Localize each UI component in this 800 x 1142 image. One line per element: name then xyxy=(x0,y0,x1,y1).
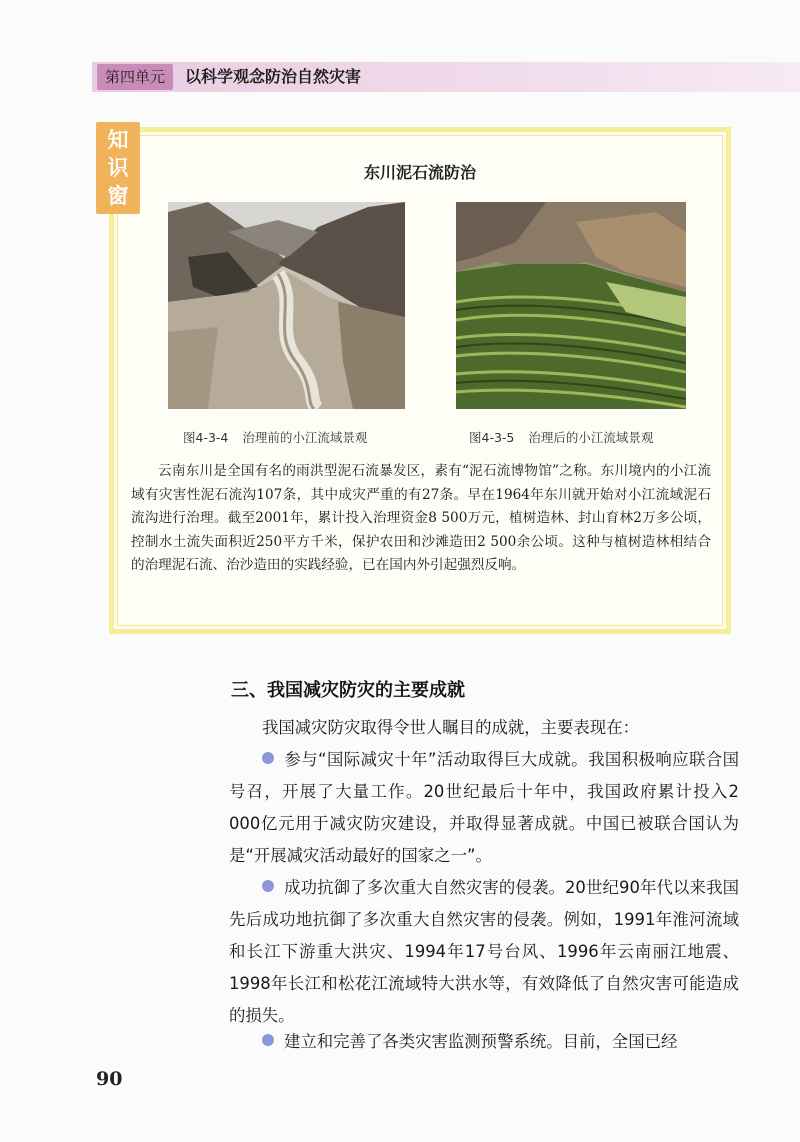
badge-char-2: 识 xyxy=(107,156,129,180)
figure-caption-after xyxy=(469,428,653,446)
achievement-text: 建立和完善了各类灾害监测预警系统。目前，全国已经 xyxy=(284,1032,678,1051)
achievement-item xyxy=(229,872,739,1032)
bullet-dot-icon xyxy=(262,1034,274,1046)
figure-caption-before xyxy=(183,428,367,446)
achievement-text: 参与“国际减灾十年”活动取得巨大成就。我国积极响应联合国号召，开展了大量工作。20世纪最后十年中，我国政府累计投入2 000亿元用于减灾防灾建设，并取得显著成就。中国已被联合国认为是“开展减灾活动最好的国家之一”。 xyxy=(229,750,739,865)
figure-caption-text-after: 治理后的小江流域景观 xyxy=(528,430,654,445)
figure-number-before: 图4-3-4 xyxy=(183,430,229,445)
achievement-item xyxy=(229,1026,739,1058)
unit-label: 第四单元 xyxy=(97,64,173,90)
bullet-dot-icon xyxy=(262,880,274,892)
badge-char-1: 知 xyxy=(107,128,129,152)
figure-caption-text-before: 治理前的小江流域景观 xyxy=(242,430,368,445)
knowledge-window-badge xyxy=(96,122,140,214)
badge-char-3: 窗 xyxy=(107,184,129,208)
achievement-item xyxy=(229,744,739,872)
section-intro: 我国减灾防灾取得令世人瞩目的成就，主要表现在： xyxy=(262,718,639,737)
photo-after-treatment xyxy=(456,202,686,409)
figure-number-after: 图4-3-5 xyxy=(469,430,515,445)
section-heading: 三、我国减灾防灾的主要成就 xyxy=(231,680,465,701)
achievement-text: 成功抗御了多次重大自然灾害的侵袭。20世纪90年代以来我国先后成功地抗御了多次重大自然灾害的侵袭。例如，1991年淮河流域和长江下游重大洪灾、1994年17号台风、1996年云南丽江地震、1998年长江和松花江流域特大洪水等，有效降低了自然灾害可能造成的损失。 xyxy=(229,878,739,1025)
bullet-dot-icon xyxy=(262,752,274,764)
photo-before-treatment xyxy=(168,202,405,409)
unit-title: 以科学观念防治自然灾害 xyxy=(185,67,362,86)
page-number: 90 xyxy=(96,1068,123,1090)
knowledge-box-title: 东川泥石流防治 xyxy=(363,163,476,182)
knowledge-box-paragraph: 云南东川是全国有名的雨洪型泥石流暴发区，素有“泥石流博物馆”之称。东川境内的小江流域有灾害性泥石流沟107条，其中成灾严重的有27条。早在1964年东川就开始对小江流域泥石流沟进行治理。截至2001年，累计投入治理资金8 500万元，植树造林、封山育林2万多公顷，控制水土流失面积近250平方千米，保护农田和沙滩造田2 500余公顷。这种与植树造林相结合的治理泥石流、治沙造田的实践经验，已在国内外引起强烈反响。 xyxy=(131,463,711,573)
